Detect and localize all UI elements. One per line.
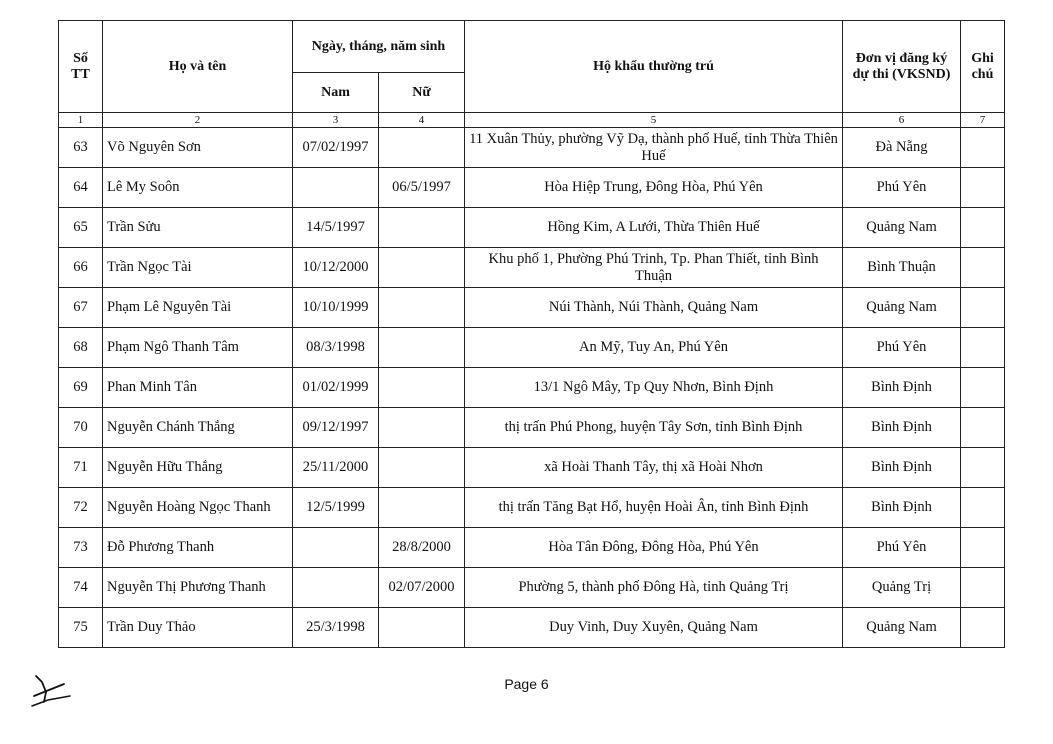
permanent-address: Núi Thành, Núi Thành, Quảng Nam: [465, 288, 843, 328]
row-number: 74: [59, 568, 103, 608]
row-number: 72: [59, 488, 103, 528]
row-number: 63: [59, 128, 103, 168]
table-row: [59, 248, 1005, 288]
birth-date-female: [379, 368, 465, 408]
header-male: Nam: [293, 73, 379, 113]
note-cell: [961, 488, 1005, 528]
birth-date-male: 01/02/1999: [293, 368, 379, 408]
note-cell: [961, 208, 1005, 248]
registration-unit: Đà Nẵng: [843, 128, 961, 168]
registration-unit: Bình Thuận: [843, 248, 961, 288]
birth-date-female: [379, 608, 465, 648]
table-row: [59, 208, 1005, 248]
row-number: 67: [59, 288, 103, 328]
birth-date-male: [293, 568, 379, 608]
row-number: 75: [59, 608, 103, 648]
registration-unit: Bình Định: [843, 368, 961, 408]
table-row: [59, 128, 1005, 168]
birth-date-female: 28/8/2000: [379, 528, 465, 568]
table-row: [59, 488, 1005, 528]
permanent-address: An Mỹ, Tuy An, Phú Yên: [465, 328, 843, 368]
birth-date-male: 10/10/1999: [293, 288, 379, 328]
birth-date-female: [379, 328, 465, 368]
table-row: [59, 368, 1005, 408]
row-number: 65: [59, 208, 103, 248]
birth-date-female: [379, 488, 465, 528]
birth-date-male: 14/5/1997: [293, 208, 379, 248]
registration-unit: Phú Yên: [843, 528, 961, 568]
row-number: 73: [59, 528, 103, 568]
column-number: 5: [465, 113, 843, 128]
candidate-name: Phan Minh Tân: [103, 368, 293, 408]
header-stt: Số TT: [59, 21, 103, 113]
birth-date-male: 07/02/1997: [293, 128, 379, 168]
row-number: 68: [59, 328, 103, 368]
candidate-name: Võ Nguyên Sơn: [103, 128, 293, 168]
note-cell: [961, 248, 1005, 288]
birth-date-male: [293, 528, 379, 568]
permanent-address: 13/1 Ngô Mây, Tp Quy Nhơn, Bình Định: [465, 368, 843, 408]
birth-date-male: 10/12/2000: [293, 248, 379, 288]
registration-unit: Bình Định: [843, 408, 961, 448]
handwritten-initial-mark: [30, 668, 80, 710]
registration-unit: Quảng Nam: [843, 288, 961, 328]
candidate-name: Nguyễn Thị Phương Thanh: [103, 568, 293, 608]
birth-date-male: 08/3/1998: [293, 328, 379, 368]
note-cell: [961, 528, 1005, 568]
permanent-address: Khu phố 1, Phường Phú Trinh, Tp. Phan Thiết, tỉnh Bình Thuận: [465, 248, 843, 288]
registration-unit: Phú Yên: [843, 328, 961, 368]
header-address: Hộ khẩu thường trú: [465, 21, 843, 113]
note-cell: [961, 568, 1005, 608]
permanent-address: Duy Vinh, Duy Xuyên, Quảng Nam: [465, 608, 843, 648]
birth-date-male: 25/3/1998: [293, 608, 379, 648]
registration-unit: Quảng Nam: [843, 208, 961, 248]
table-row: [59, 448, 1005, 488]
table-row: [59, 408, 1005, 448]
birth-date-female: [379, 448, 465, 488]
registration-unit: Bình Định: [843, 448, 961, 488]
birth-date-male: 12/5/1999: [293, 488, 379, 528]
table-row: [59, 528, 1005, 568]
birth-date-male: [293, 168, 379, 208]
note-cell: [961, 408, 1005, 448]
header-dob-group: Ngày, tháng, năm sinh: [293, 21, 465, 73]
column-number: 4: [379, 113, 465, 128]
page-number: Page 6: [504, 676, 549, 692]
table-row: [59, 568, 1005, 608]
row-number: 70: [59, 408, 103, 448]
permanent-address: Hồng Kim, A Lưới, Thừa Thiên Huế: [465, 208, 843, 248]
row-number: 66: [59, 248, 103, 288]
candidate-name: Phạm Ngô Thanh Tâm: [103, 328, 293, 368]
column-number-row: [59, 113, 1005, 128]
permanent-address: Hòa Hiệp Trung, Đông Hòa, Phú Yên: [465, 168, 843, 208]
candidate-name: Nguyễn Hữu Thắng: [103, 448, 293, 488]
birth-date-female: [379, 288, 465, 328]
column-number: 7: [961, 113, 1005, 128]
note-cell: [961, 368, 1005, 408]
header-note: Ghi chú: [961, 21, 1005, 113]
candidate-name: Trần Sửu: [103, 208, 293, 248]
birth-date-female: [379, 128, 465, 168]
registration-unit: Quảng Trị: [843, 568, 961, 608]
permanent-address: thị trấn Phú Phong, huyện Tây Sơn, tỉnh Bình Định: [465, 408, 843, 448]
candidate-table: [58, 20, 1005, 648]
registration-unit: Phú Yên: [843, 168, 961, 208]
header-unit: Đơn vị đăng ký dự thi (VKSND): [843, 21, 961, 113]
table-row: [59, 328, 1005, 368]
column-number: 2: [103, 113, 293, 128]
note-cell: [961, 128, 1005, 168]
permanent-address: Phường 5, thành phố Đông Hà, tỉnh Quảng Trị: [465, 568, 843, 608]
note-cell: [961, 168, 1005, 208]
birth-date-female: [379, 208, 465, 248]
table-row: [59, 168, 1005, 208]
document-sheet: [58, 20, 1004, 648]
note-cell: [961, 608, 1005, 648]
birth-date-female: [379, 408, 465, 448]
candidate-name: Trần Ngọc Tài: [103, 248, 293, 288]
candidate-name: Phạm Lê Nguyên Tài: [103, 288, 293, 328]
birth-date-female: [379, 248, 465, 288]
header-name: Họ và tên: [103, 21, 293, 113]
row-number: 69: [59, 368, 103, 408]
note-cell: [961, 448, 1005, 488]
table-row: [59, 288, 1005, 328]
table-row: [59, 608, 1005, 648]
registration-unit: Bình Định: [843, 488, 961, 528]
row-number: 71: [59, 448, 103, 488]
permanent-address: 11 Xuân Thủy, phường Vỹ Dạ, thành phố Huế, tỉnh Thừa Thiên Huế: [465, 128, 843, 168]
header-female: Nữ: [379, 73, 465, 113]
candidate-name: Nguyễn Hoàng Ngọc Thanh: [103, 488, 293, 528]
candidate-name: Nguyễn Chánh Thắng: [103, 408, 293, 448]
permanent-address: xã Hoài Thanh Tây, thị xã Hoài Nhơn: [465, 448, 843, 488]
permanent-address: thị trấn Tăng Bạt Hổ, huyện Hoài Ân, tỉnh Bình Định: [465, 488, 843, 528]
birth-date-female: 02/07/2000: [379, 568, 465, 608]
note-cell: [961, 328, 1005, 368]
candidate-name: Lê My Soôn: [103, 168, 293, 208]
column-number: 6: [843, 113, 961, 128]
note-cell: [961, 288, 1005, 328]
column-number: 3: [293, 113, 379, 128]
permanent-address: Hòa Tân Đông, Đông Hòa, Phú Yên: [465, 528, 843, 568]
birth-date-male: 09/12/1997: [293, 408, 379, 448]
candidate-name: Trần Duy Thảo: [103, 608, 293, 648]
row-number: 64: [59, 168, 103, 208]
column-number: 1: [59, 113, 103, 128]
table-body: [59, 128, 1005, 648]
candidate-name: Đỗ Phương Thanh: [103, 528, 293, 568]
birth-date-male: 25/11/2000: [293, 448, 379, 488]
registration-unit: Quảng Nam: [843, 608, 961, 648]
birth-date-female: 06/5/1997: [379, 168, 465, 208]
table-header: [59, 21, 1005, 128]
